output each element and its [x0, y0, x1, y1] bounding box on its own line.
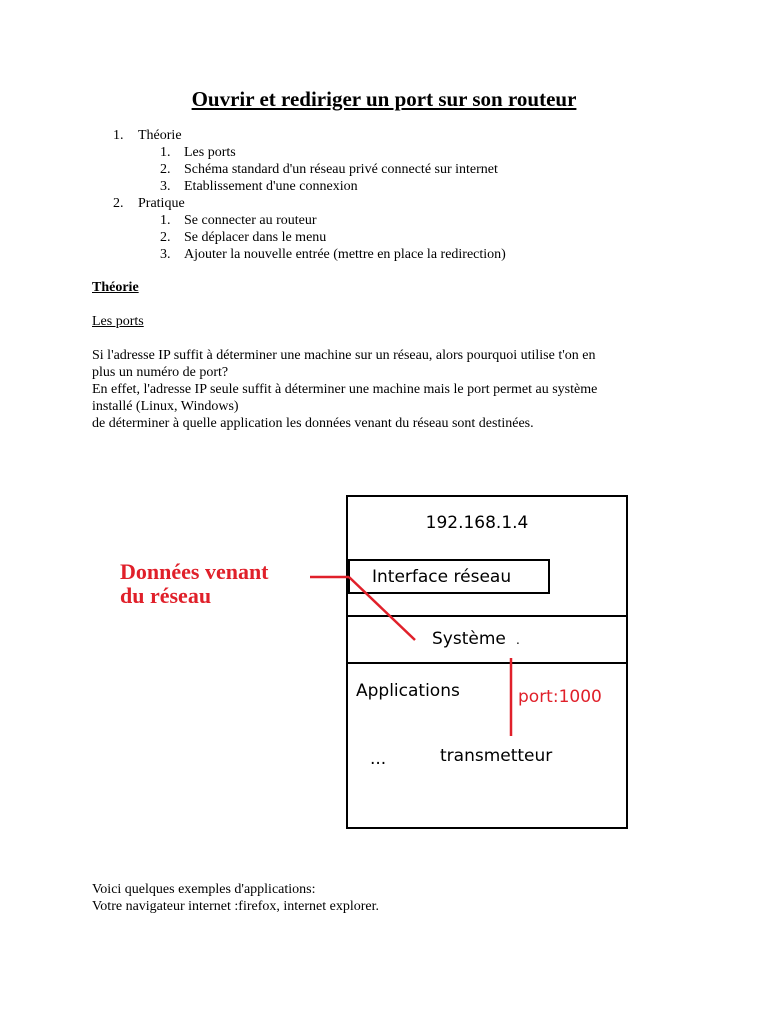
diagram-svg — [92, 446, 660, 864]
toc-subitem — [160, 229, 326, 247]
toc-number: 1. — [160, 213, 171, 228]
toc-number: 1. — [160, 145, 171, 160]
toc-label: Théorie — [138, 128, 182, 143]
toc-subitem — [160, 212, 317, 230]
interface-label: Interface réseau — [372, 567, 512, 587]
applications-label: Applications — [356, 681, 460, 701]
document-title: Ouvrir et rediriger un port sur son routeur — [191, 87, 577, 111]
section-heading: Théorie — [92, 280, 139, 295]
toc-label: Ajouter la nouvelle entrée (mettre en place la redirection) — [184, 247, 506, 262]
toc-label: Pratique — [138, 196, 185, 211]
toc-subitem — [160, 178, 358, 196]
paragraph-line: de déterminer à quelle application les données venant du réseau sont destinées. — [92, 416, 534, 431]
callout-text-line1: Données venant — [120, 559, 269, 584]
paragraph-line: installé (Linux, Windows) — [92, 399, 239, 414]
toc-number: 2. — [160, 162, 171, 177]
paragraph-line: plus un numéro de port? — [92, 365, 229, 380]
toc-label: Se connecter au routeur — [184, 213, 317, 228]
network-diagram — [92, 446, 660, 864]
subsection-heading: Les ports — [92, 314, 144, 329]
examples-browser: Votre navigateur internet :firefox, internet explorer. — [92, 899, 380, 914]
examples-intro: Voici quelques exemples d'applications: — [92, 882, 316, 897]
toc-label: Etablissement d'une connexion — [184, 179, 358, 194]
toc-number: 1. — [113, 128, 124, 143]
toc-number: 3. — [160, 247, 171, 262]
transmetteur-label: transmetteur — [440, 746, 553, 766]
toc-number: 3. — [160, 179, 171, 194]
toc-label: Les ports — [184, 145, 236, 160]
toc-label: Se déplacer dans le menu — [184, 230, 327, 245]
toc-subitem — [160, 161, 498, 179]
paragraph-line: Si l'adresse IP suffit à déterminer une machine sur un réseau, alors pourquoi utilise t'on en — [92, 348, 596, 363]
toc-item-theorie — [113, 127, 182, 145]
toc-label: Schéma standard d'un réseau privé connecté sur internet — [184, 162, 498, 177]
ip-address-label: 192.168.1.4 — [425, 513, 529, 533]
ellipsis-label: ... — [370, 749, 387, 769]
toc-number: 2. — [160, 230, 171, 245]
toc-item-pratique — [113, 195, 185, 213]
paragraph-line: En effet, l'adresse IP seule suffit à déterminer une machine mais le port permet au système — [92, 382, 598, 397]
port-label: port:1000 — [518, 687, 602, 707]
toc-subitem — [160, 144, 236, 162]
toc-number: 2. — [113, 196, 124, 211]
callout-text-line2: du réseau — [120, 583, 212, 608]
stray-dot: . — [516, 633, 520, 647]
systeme-label: Système — [432, 629, 506, 649]
toc-subitem — [160, 246, 506, 264]
